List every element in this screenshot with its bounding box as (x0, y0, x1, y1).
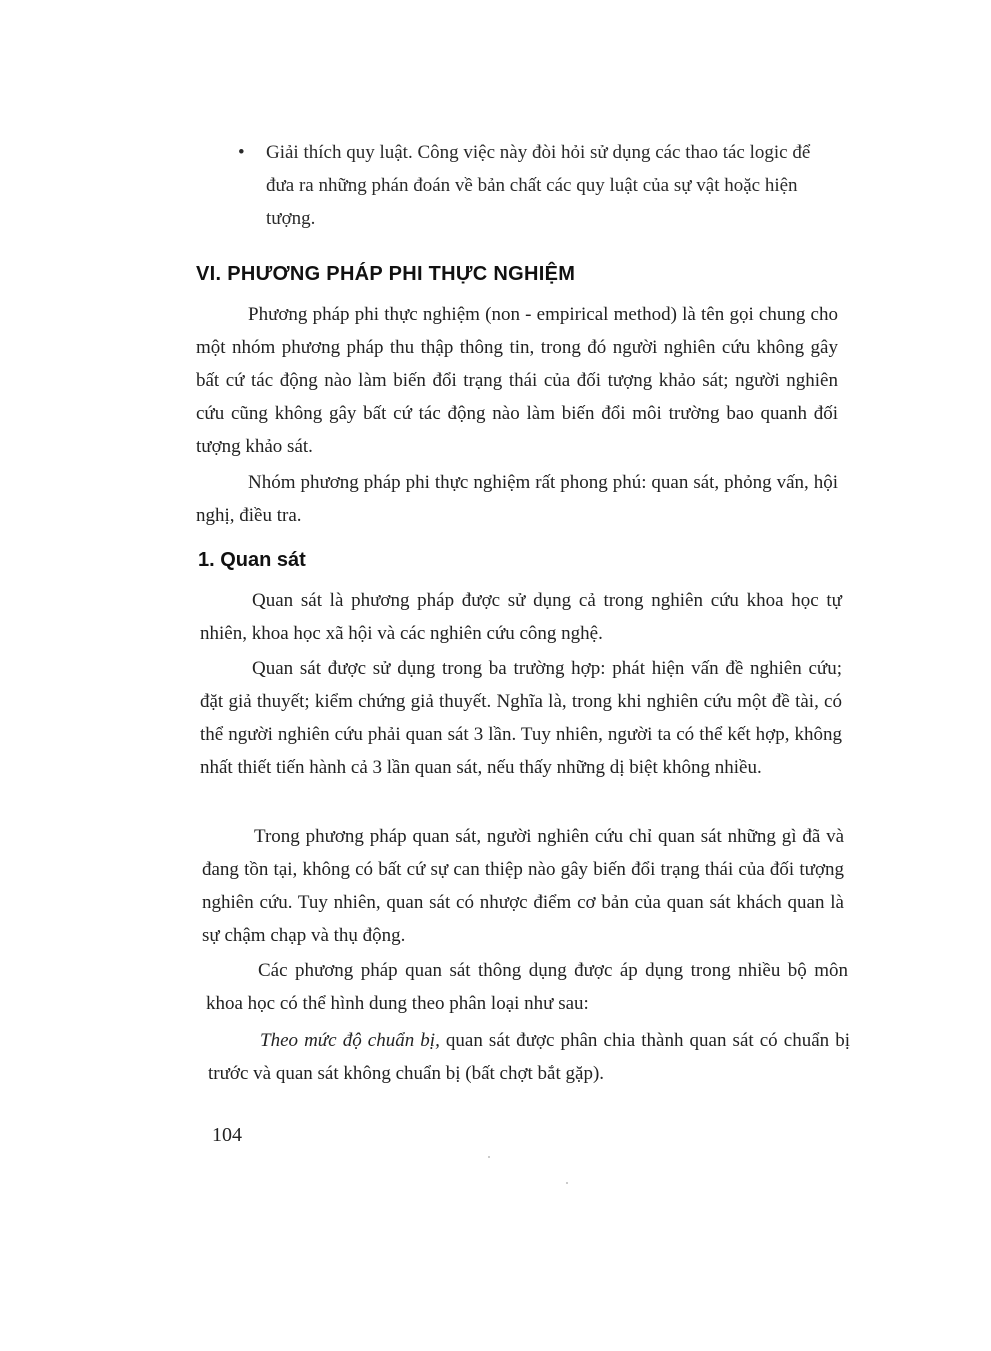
subsection-heading: 1. Quan sát (198, 549, 306, 571)
scan-speck (566, 1182, 568, 1184)
subsection-paragraph-5 (208, 1024, 850, 1090)
subsection-paragraph-1: Quan sát là phương pháp được sử dụng cả trong nghiên cứu khoa học tự nhiên, khoa học xã hội và các nghiên cứu công nghệ. (200, 590, 842, 644)
page-number: 104 (212, 1124, 242, 1146)
subsection-paragraph-2: Quan sát được sử dụng trong ba trường hợp: phát hiện vấn đề nghiên cứu; đặt giả thuyết; kiểm chứng giả thuyết. Nghĩa là, trong khi nghiên cứu một đề tài, có thể người nghiên cứu phải quan sát 3 lần. Tuy nhiên, người ta có thể kết hợp, không nhất thiết tiến hành cả 3 lần quan sát, nếu thấy những dị biệt không nhiều. (200, 658, 842, 778)
bullet-marker: • (238, 142, 245, 163)
bullet-text: Giải thích quy luật. Công việc này đòi hỏi sử dụng các thao tác logic để đưa ra những phán đoán về bản chất các quy luật của sự vật hoặc hiện tượng. (266, 142, 811, 229)
scan-speck (488, 1156, 490, 1158)
subsection-paragraph-3: Trong phương pháp quan sát, người nghiên cứu chỉ quan sát những gì đã và đang tồn tại, không có bất cứ sự can thiệp nào gây biến đổi trạng thái của đối tượng nghiên cứu. Tuy nhiên, quan sát có nhược điểm cơ bản của quan sát khách quan là sự chậm chạp và thụ động. (202, 826, 844, 946)
subsection-paragraph-4: Các phương pháp quan sát thông dụng được áp dụng trong nhiều bộ môn khoa học có thể hình dung theo phân loại như sau: (206, 960, 848, 1014)
paragraph-rest: quan sát được phân chia thành quan sát có chuẩn bị trước và quan sát không chuẩn bị (bất chợt bắt gặp). (208, 1030, 850, 1084)
bullet-item (238, 136, 838, 235)
italic-lead: Theo mức độ chuẩn bị, (260, 1030, 440, 1051)
section-paragraph-1: Phương pháp phi thực nghiệm (non - empirical method) là tên gọi chung cho một nhóm phương pháp thu thập thông tin, trong đó người nghiên cứu không gây bất cứ tác động nào làm biến đổi trạng thái của đối tượng khảo sát; người nghiên cứu cũng không gây bất cứ tác động nào làm biến đổi môi trường bao quanh đối tượng khảo sát. (196, 304, 838, 457)
section-paragraph-2: Nhóm phương pháp phi thực nghiệm rất phong phú: quan sát, phỏng vấn, hội nghị, điều tra. (196, 472, 838, 526)
section-heading: VI. PHƯƠNG PHÁP PHI THỰC NGHIỆM (196, 263, 576, 285)
